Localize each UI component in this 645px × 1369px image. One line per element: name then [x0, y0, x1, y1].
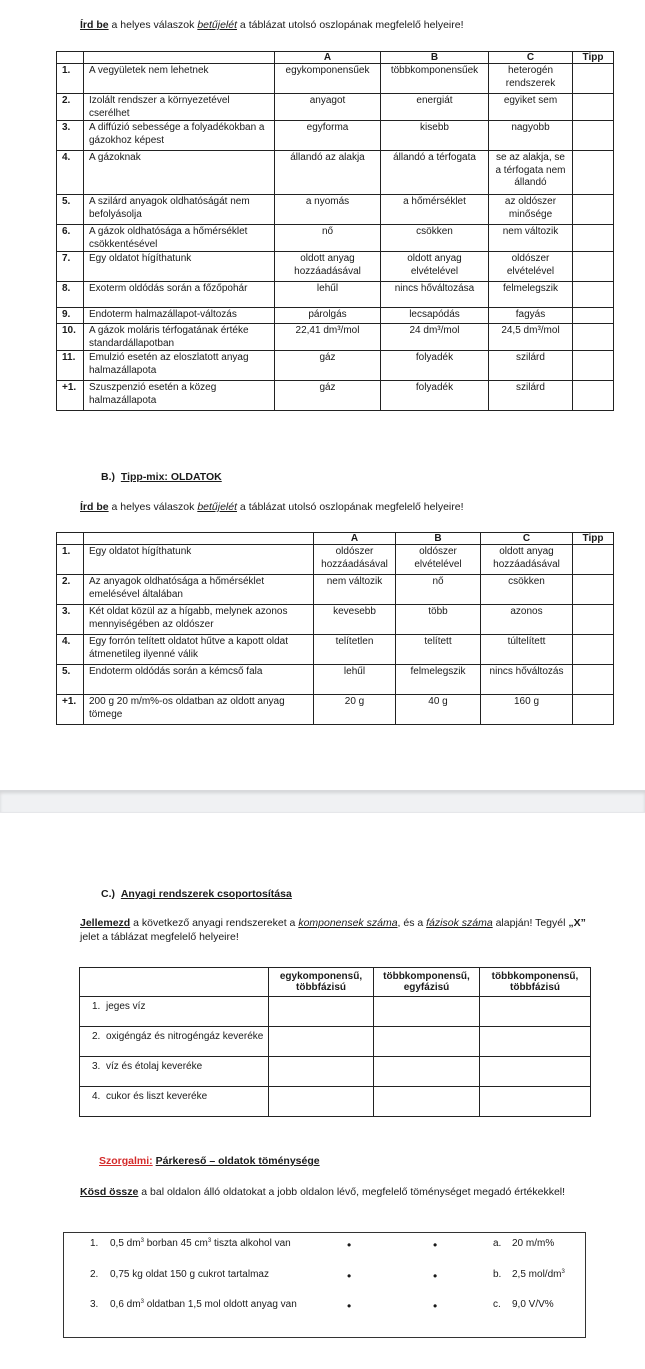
question-text: Egy oldatot hígíthatunk — [84, 252, 275, 282]
x-cell-multi-component-single-phase[interactable] — [374, 1087, 480, 1117]
option-a: 22,41 dm³/mol — [275, 324, 381, 351]
quiz-table-b — [56, 532, 614, 725]
section-prefix: B.) — [101, 471, 115, 483]
table-row — [57, 695, 614, 725]
option-b: 40 g — [396, 695, 481, 725]
question-text: Két oldat közül az a hígabb, melynek azonos mennyiségében az oldószer — [84, 605, 314, 635]
option-a: kevesebb — [314, 605, 396, 635]
text: 0,5 dm — [110, 1238, 141, 1249]
header-option-a: A — [275, 52, 381, 64]
question-text: A szilárd anyagok oldhatóságát nem befolyásolja — [84, 195, 275, 225]
option-a: gáz — [275, 351, 381, 381]
option-c: 160 g — [481, 695, 573, 725]
tipp-answer-cell[interactable] — [573, 64, 614, 94]
option-c: se az alakja, se a térfogata nem állandó — [489, 151, 573, 195]
option-c: túltelített — [481, 635, 573, 665]
question-number: 2. — [57, 94, 84, 121]
question-number: 4. — [57, 635, 84, 665]
header-option-a: A — [314, 533, 396, 545]
section-heading: Párkereső – oldatok töménysége — [155, 1155, 320, 1167]
option-b: felmelegszik — [396, 665, 481, 695]
text: 2,5 mol/dm — [512, 1269, 562, 1280]
right-connector-dot[interactable]: • — [433, 1299, 438, 1313]
extra-label: Szorgalmi: — [99, 1155, 153, 1167]
x-cell-one-component-multiphase[interactable] — [269, 1087, 374, 1117]
left-item-number: 1. — [90, 1238, 99, 1249]
option-a: gáz — [275, 381, 381, 411]
option-c: egyiket sem — [489, 94, 573, 121]
table-row — [57, 351, 614, 381]
option-b: oldott anyag elvételével — [381, 252, 489, 282]
right-item-value — [512, 1299, 554, 1310]
option-b: oldószer elvételével — [396, 545, 481, 575]
table-row — [57, 195, 614, 225]
matching-exercise — [63, 1232, 586, 1338]
right-connector-dot[interactable]: • — [433, 1238, 438, 1252]
superscript: 3 — [140, 1238, 144, 1244]
table-row — [57, 151, 614, 195]
header-num — [57, 52, 84, 64]
instruction-text: jelet a táblázat megfelelő helyeire! — [80, 931, 239, 943]
option-b: a hőmérséklet — [381, 195, 489, 225]
instruction-text: a következő anyagi rendszereket a — [130, 917, 299, 929]
question-text: Egy forrón telített oldatot hűtve a kapott oldat átmenetileg ilyenné válik — [84, 635, 314, 665]
left-item-text — [110, 1269, 320, 1281]
table-row — [57, 282, 614, 308]
question-text: Szuszpenzió esetén a közeg halmazállapota — [84, 381, 275, 411]
tipp-answer-cell[interactable] — [573, 225, 614, 252]
option-a: nem változik — [314, 575, 396, 605]
system-label — [80, 1057, 269, 1087]
instruction-x-mark: „X” — [568, 917, 586, 929]
tipp-answer-cell[interactable] — [573, 282, 614, 308]
left-connector-dot[interactable]: • — [347, 1238, 352, 1252]
option-b: nő — [396, 575, 481, 605]
tipp-answer-cell[interactable] — [573, 575, 614, 605]
x-cell-multi-component-single-phase[interactable] — [374, 1057, 480, 1087]
superscript: 3 — [207, 1238, 212, 1244]
right-item-letter: a. — [493, 1238, 502, 1249]
page-separator — [0, 790, 645, 813]
question-number: 9. — [57, 308, 84, 324]
question-text: Az anyagok oldhatósága a hőmérséklet emelésével általában — [84, 575, 314, 605]
table-row — [57, 64, 614, 94]
x-cell-multi-component-multiphase[interactable] — [480, 1057, 591, 1087]
option-c: szilárd — [489, 381, 573, 411]
right-item-value — [512, 1238, 554, 1249]
table-row — [57, 575, 614, 605]
option-a: a nyomás — [275, 195, 381, 225]
option-b: 24 dm³/mol — [381, 324, 489, 351]
table-row — [57, 605, 614, 635]
item-text: jeges víz — [106, 1001, 146, 1012]
option-c: azonos — [481, 605, 573, 635]
quiz-table-a — [56, 51, 614, 411]
question-number: 1. — [57, 64, 84, 94]
option-b: több — [396, 605, 481, 635]
tipp-answer-cell[interactable] — [573, 351, 614, 381]
table-row — [57, 665, 614, 695]
header-tipp: Tipp — [573, 533, 614, 545]
option-a: 20 g — [314, 695, 396, 725]
table-row — [57, 545, 614, 575]
header-option-b: B — [396, 533, 481, 545]
option-a: telítetlen — [314, 635, 396, 665]
x-cell-multi-component-multiphase[interactable] — [480, 997, 591, 1027]
instruction-a — [80, 19, 464, 32]
option-c: oldószer elvételével — [489, 252, 573, 282]
option-a: párolgás — [275, 308, 381, 324]
tipp-answer-cell[interactable] — [573, 252, 614, 282]
option-a: lehűl — [314, 665, 396, 695]
option-c: oldott anyag hozzáadásával — [481, 545, 573, 575]
tipp-answer-cell[interactable] — [573, 545, 614, 575]
option-b: csökken — [381, 225, 489, 252]
table-header-row — [57, 533, 614, 545]
option-b: többkomponensűek — [381, 64, 489, 94]
table-row — [57, 252, 614, 282]
header-num — [57, 533, 84, 545]
tipp-answer-cell[interactable] — [573, 94, 614, 121]
system-label — [80, 997, 269, 1027]
tipp-answer-cell[interactable] — [573, 381, 614, 411]
option-a: egykomponensűek — [275, 64, 381, 94]
item-number: 1. — [92, 1001, 101, 1012]
instruction-emphasis: fázisok száma — [426, 917, 493, 929]
table-row — [57, 225, 614, 252]
tipp-answer-cell[interactable] — [573, 695, 614, 725]
question-text: A gázoknak — [84, 151, 275, 195]
item-text: cukor és liszt keveréke — [106, 1091, 208, 1102]
instruction-emphasis: betűjelét — [197, 19, 238, 31]
item-text: oxigéngáz és nitrogéngáz keveréke — [106, 1031, 264, 1042]
left-connector-dot[interactable]: • — [347, 1299, 352, 1313]
option-b: nincs hőváltozása — [381, 282, 489, 308]
instruction-text: a helyes válaszok — [108, 501, 198, 513]
x-cell-multi-component-multiphase[interactable] — [480, 1027, 591, 1057]
text: tiszta alkohol van — [211, 1238, 291, 1249]
system-label — [80, 1027, 269, 1057]
text: 20 m/m% — [512, 1238, 555, 1249]
option-a: egyforma — [275, 121, 381, 151]
question-number: +1. — [57, 381, 84, 411]
section-heading: Anyagi rendszerek csoportosítása — [120, 888, 292, 900]
question-number: 10. — [57, 324, 84, 351]
option-c: szilárd — [489, 351, 573, 381]
instruction-keyword: Írd be — [80, 19, 109, 31]
header-tipp: Tipp — [573, 52, 614, 64]
right-item-letter: b. — [493, 1269, 502, 1280]
table-row — [57, 308, 614, 324]
header-blank — [80, 968, 269, 997]
header-multi-component-single-phase: többkomponensű, egyfázisú — [374, 968, 480, 997]
tipp-answer-cell[interactable] — [573, 151, 614, 195]
question-text: A diffúzió sebessége a folyadékokban a gázokhoz képest — [84, 121, 275, 151]
x-cell-multi-component-multiphase[interactable] — [480, 1087, 591, 1117]
header-question — [84, 52, 275, 64]
text: 0,75 kg oldat 150 g cukrot tartalmaz — [110, 1269, 269, 1280]
question-number: 1. — [57, 545, 84, 575]
x-cell-multi-component-single-phase[interactable] — [374, 1027, 480, 1057]
header-one-component-multiphase: egykomponensű, többfázisú — [269, 968, 374, 997]
question-text: Endoterm oldódás során a kémcső fala — [84, 665, 314, 695]
left-connector-dot[interactable]: • — [347, 1269, 352, 1283]
instruction-text: a táblázat utolsó oszlopának megfelelő helyeire! — [237, 501, 464, 513]
table-row — [57, 324, 614, 351]
question-number: 4. — [57, 151, 84, 195]
option-b: telített — [396, 635, 481, 665]
question-number: 5. — [57, 195, 84, 225]
option-a: állandó az alakja — [275, 151, 381, 195]
table-row — [80, 1087, 591, 1117]
section-b-title — [101, 471, 222, 483]
instruction-emphasis: komponensek száma — [298, 917, 398, 929]
question-text: Endoterm halmazállapot-változás — [84, 308, 275, 324]
question-text: A vegyületek nem lehetnek — [84, 64, 275, 94]
option-c: nagyobb — [489, 121, 573, 151]
option-b: kisebb — [381, 121, 489, 151]
left-item-number: 2. — [90, 1269, 99, 1280]
tipp-answer-cell[interactable] — [573, 195, 614, 225]
option-a: oldott anyag hozzáadásával — [275, 252, 381, 282]
header-option-c: C — [481, 533, 573, 545]
header-option-c: C — [489, 52, 573, 64]
question-number: 8. — [57, 282, 84, 308]
tipp-answer-cell[interactable] — [573, 324, 614, 351]
table-row — [57, 635, 614, 665]
question-number: 3. — [57, 605, 84, 635]
right-item-letter: c. — [493, 1299, 501, 1310]
question-number: 6. — [57, 225, 84, 252]
header-option-b: B — [381, 52, 489, 64]
option-b: állandó a térfogata — [381, 151, 489, 195]
option-b: lecsapódás — [381, 308, 489, 324]
question-text: 200 g 20 m/m%-os oldatban az oldott anyag tömege — [84, 695, 314, 725]
left-item-number: 3. — [90, 1299, 99, 1310]
tipp-answer-cell[interactable] — [573, 605, 614, 635]
x-cell-one-component-multiphase[interactable] — [269, 1057, 374, 1087]
option-c: nem változik — [489, 225, 573, 252]
tipp-answer-cell[interactable] — [573, 635, 614, 665]
superscript: 3 — [561, 1269, 565, 1275]
option-a: nő — [275, 225, 381, 252]
superscript: 3 — [140, 1299, 144, 1305]
option-b: energiát — [381, 94, 489, 121]
question-number: 2. — [57, 575, 84, 605]
table-header-row — [80, 968, 591, 997]
item-number: 3. — [92, 1061, 101, 1072]
option-b: folyadék — [381, 381, 489, 411]
section-prefix: C.) — [101, 888, 115, 900]
question-text: Egy oldatot hígíthatunk — [84, 545, 314, 575]
section-heading: Tipp-mix: OLDATOK — [120, 471, 222, 483]
header-question — [84, 533, 314, 545]
system-label — [80, 1087, 269, 1117]
table-row — [80, 1027, 591, 1057]
item-number: 4. — [92, 1091, 101, 1102]
section-c-title — [101, 888, 292, 900]
instruction-c — [80, 916, 600, 944]
classification-table — [79, 967, 591, 1117]
question-text: A gázok oldhatósága a hőmérséklet csökkentésével — [84, 225, 275, 252]
table-row — [57, 94, 614, 121]
instruction-keyword: Írd be — [80, 501, 109, 513]
text: borban 45 cm — [143, 1238, 208, 1249]
instruction-b — [80, 501, 464, 514]
table-row — [57, 381, 614, 411]
question-text: Izolált rendszer a környezetével cserélhet — [84, 94, 275, 121]
instruction-text: alapján! Tegyél — [492, 917, 569, 929]
option-c: az oldószer minősége — [489, 195, 573, 225]
question-text: A gázok moláris térfogatának értéke standardállapotban — [84, 324, 275, 351]
question-text: Emulzió esetén az eloszlatott anyag halmazállapota — [84, 351, 275, 381]
option-b: folyadék — [381, 351, 489, 381]
text: 0,6 dm — [110, 1299, 141, 1310]
header-multi-component-multiphase: többkomponensű, többfázisú — [480, 968, 591, 997]
table-row — [57, 121, 614, 151]
instruction-keyword: Kösd össze — [80, 1186, 139, 1198]
right-item-value — [512, 1269, 565, 1280]
option-c: fagyás — [489, 308, 573, 324]
instruction-text: a helyes válaszok — [108, 19, 198, 31]
tipp-answer-cell[interactable] — [573, 121, 614, 151]
question-number: 3. — [57, 121, 84, 151]
item-text: víz és étolaj keveréke — [106, 1061, 203, 1072]
option-a: oldószer hozzáadásával — [314, 545, 396, 575]
x-cell-multi-component-single-phase[interactable] — [374, 997, 480, 1027]
left-item-text — [110, 1238, 320, 1250]
text: 9,0 V/V% — [512, 1299, 554, 1310]
table-row — [80, 997, 591, 1027]
question-number: +1. — [57, 695, 84, 725]
option-c: nincs hőváltozás — [481, 665, 573, 695]
question-number: 11. — [57, 351, 84, 381]
option-a: lehűl — [275, 282, 381, 308]
option-c: csökken — [481, 575, 573, 605]
left-item-text — [110, 1299, 310, 1311]
instruction-text: a táblázat utolsó oszlopának megfelelő helyeire! — [237, 19, 464, 31]
x-cell-one-component-multiphase[interactable] — [269, 997, 374, 1027]
question-number: 7. — [57, 252, 84, 282]
instruction-emphasis: betűjelét — [197, 501, 238, 513]
table-row — [80, 1057, 591, 1087]
option-c: felmelegszik — [489, 282, 573, 308]
right-connector-dot[interactable]: • — [433, 1269, 438, 1283]
option-c: 24,5 dm³/mol — [489, 324, 573, 351]
instruction-extra — [80, 1186, 588, 1199]
instruction-text: a bal oldalon álló oldatokat a jobb oldalon lévő, megfelelő töménységet megadó értékekkel! — [138, 1186, 566, 1198]
question-text: Exoterm oldódás során a főzőpohár — [84, 282, 275, 308]
extra-section-title — [99, 1155, 320, 1167]
text: oldatban 1,5 mol oldott anyag van — [143, 1299, 297, 1310]
instruction-keyword: Jellemezd — [80, 917, 131, 929]
x-cell-one-component-multiphase[interactable] — [269, 1027, 374, 1057]
table-header-row — [57, 52, 614, 64]
option-a: anyagot — [275, 94, 381, 121]
instruction-text: , és a — [397, 917, 427, 929]
option-c: heterogén rendszerek — [489, 64, 573, 94]
tipp-answer-cell[interactable] — [573, 308, 614, 324]
item-number: 2. — [92, 1031, 101, 1042]
question-number: 5. — [57, 665, 84, 695]
tipp-answer-cell[interactable] — [573, 665, 614, 695]
